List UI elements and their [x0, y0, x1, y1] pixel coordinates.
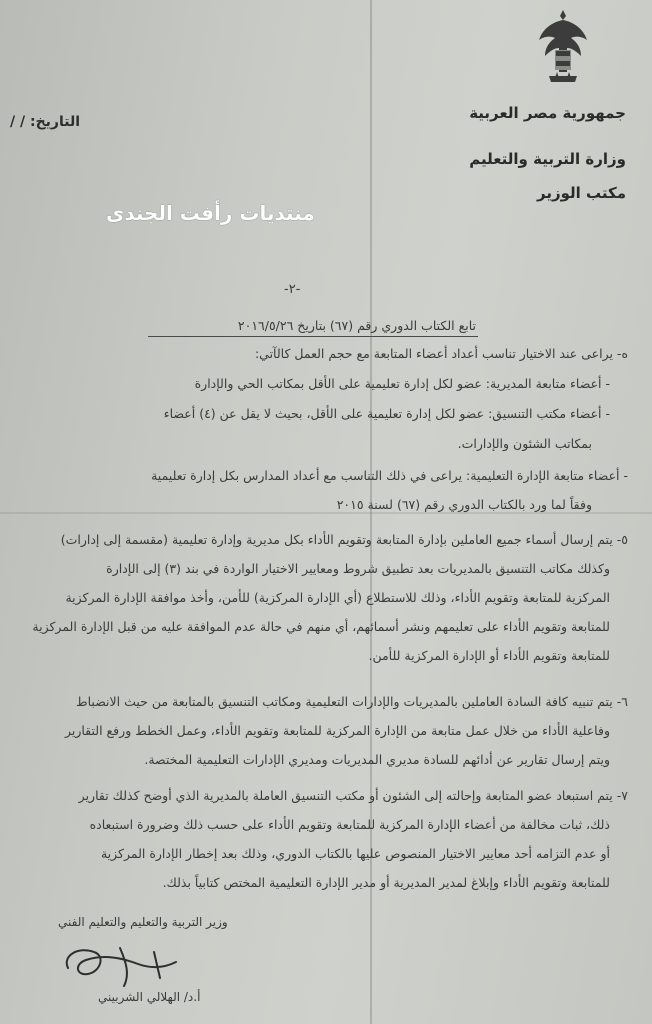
body-line: وكذلك مكاتب التنسيق بالمديريات بعد تطبيق شروط ومعايير الاختيار الواردة في بند (٣) إلى الإدارة: [106, 561, 610, 576]
body-line: - أعضاء متابعة الإدارة التعليمية: يراعى في ذلك التناسب مع أعداد المدارس بكل إدارة تعليمية: [151, 468, 628, 483]
body-line: - أعضاء مكتب التنسيق: عضو لكل إدارة تعليمية على الأقل، بحيث لا يقل عن (٤) أعضاء: [163, 406, 610, 421]
body-line: ويتم إرسال تقارير عن أدائهم للسادة مديري المديريات ومديري الإدارات التعليمية المختصة.: [144, 752, 610, 767]
body-line: للمتابعة وتقويم الأداء أو الإدارة المركزية للأمن.: [368, 648, 610, 663]
body-line: ه- يراعى عند الاختيار تناسب أعداد أعضاء المتابعة مع حجم العمل كالآتي:: [254, 346, 628, 361]
page-number: -٢-: [284, 282, 301, 297]
eagle-emblem-icon: [535, 6, 591, 92]
signature-name: أ.د/ الهلالي الشربيني: [98, 990, 201, 1004]
header-country: جمهورية مصر العربية: [469, 104, 626, 122]
watermark-text: منتديات رأفت الجندى: [106, 201, 315, 225]
body-line: ٥- يتم إرسال أسماء جميع العاملين بإدارة المتابعة وتقويم الأداء بكل مديرية وإدارة تعليمية (مقسمة إلى إدارات): [60, 532, 628, 547]
body-line: بمكاتب الشئون والإدارات.: [457, 436, 592, 451]
body-line: وفقاً لما ورد بالكتاب الدوري رقم (٦٧) لسنة ٢٠١٥: [336, 497, 592, 512]
date-field: التاريخ: / /: [10, 114, 81, 130]
header-ministry: وزارة التربية والتعليم: [469, 150, 626, 168]
body-line: للمتابعة وتقويم الأداء على تعليمهم ونشر أسمائهم، أي منهم في حالة عدم الموافقة عليه من قبل الإدارة المركزية: [32, 619, 610, 634]
signature-title: وزير التربية والتعليم والتعليم الفني: [58, 915, 228, 929]
body-line: أو عدم التزامه أحد معايير الاختيار المنصوص عليها بالكتاب الدوري، وذلك بعد إخطار الإدارة المركزية: [100, 846, 610, 861]
body-line: للمتابعة وتقويم الأداء وإبلاغ لمدير المديرية أو مدير الإدارة التعليمية المختص كتابياً بذلك.: [162, 875, 610, 890]
body-line: المركزية للمتابعة وتقويم الأداء، وذلك للاستطلاع (أي الإدارة المركزية) للأمن، وأخذ موافقة الإدارة المركزية: [65, 590, 610, 605]
body-line: ٧- يتم استبعاد عضو المتابعة وإحالته إلى الشئون أو مكتب التنسيق العاملة بالمديرية الذي أوضح كذلك تقارير: [78, 788, 628, 803]
body-line: ٦- يتم تنبيه كافة السادة العاملين بالمديريات والإدارات التعليمية ومكاتب التنسيق بالمتابعة من حيث الانضباط: [76, 694, 628, 709]
reference-line: تابع الكتاب الدوري رقم (٦٧) بتاريخ ٢٠١٦/٥/٢٦: [237, 318, 476, 333]
header-office: مكتب الوزير: [536, 184, 626, 202]
paper-fold: [0, 512, 652, 514]
body-line: وفاعلية الأداء من خلال عمل متابعة من الإدارة المركزية للمتابعة وتقويم الأداء، وعمل الخطط ورفع التقارير: [64, 723, 610, 738]
body-line: - أعضاء متابعة المديرية: عضو لكل إدارة تعليمية على الأقل بمكاتب الحي والإدارة: [194, 376, 610, 391]
handwritten-signature: [60, 928, 200, 998]
reference-underline: [148, 336, 478, 337]
body-line: ذلك، ثبات مخالفة من أعضاء الإدارة المركزية للمتابعة وتقويم الأداء على حسب ذلك وضرورة استبعاده: [89, 817, 610, 832]
